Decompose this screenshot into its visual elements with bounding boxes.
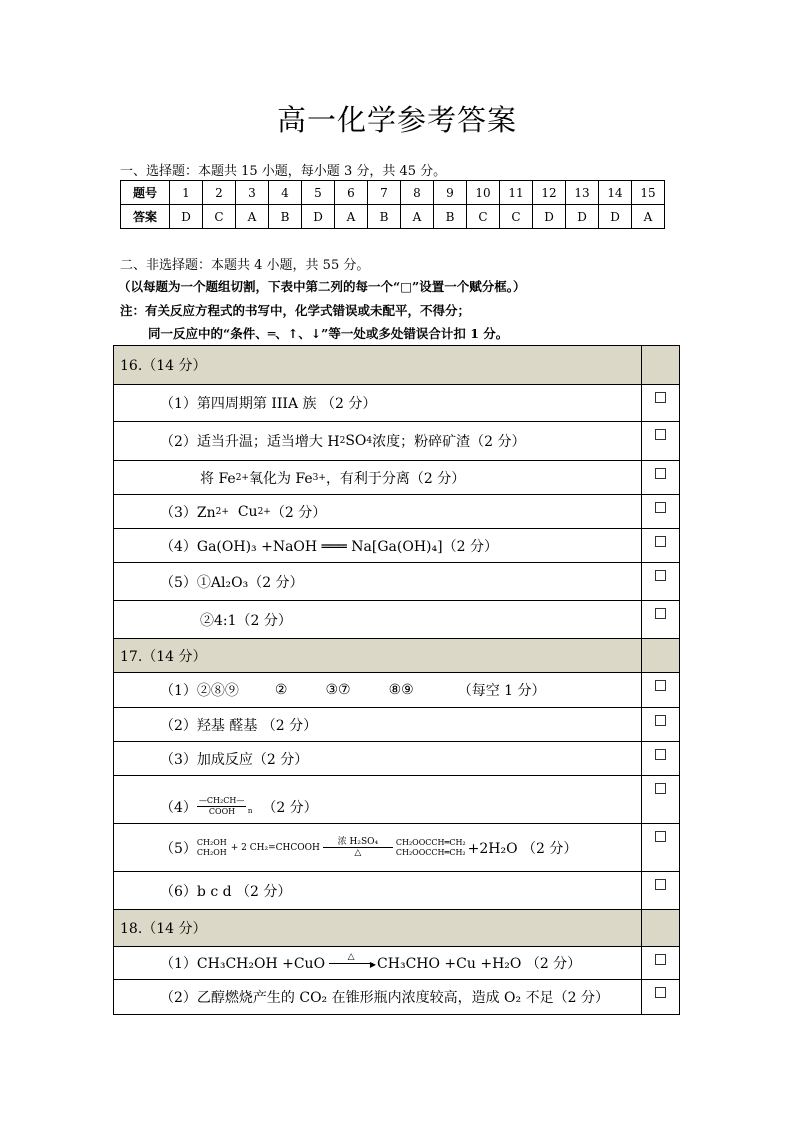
score-checkbox[interactable] <box>655 468 666 479</box>
reaction-condition: 浓 H₂SO₄ △ <box>323 837 393 858</box>
score-checkbox[interactable] <box>655 680 666 691</box>
table-cell: 4 <box>269 181 302 205</box>
answer-text: （3）Zn 2+ Cu 2+ （2 分） <box>114 495 642 528</box>
table-row <box>114 495 679 529</box>
table-row <box>114 824 679 872</box>
answer-text: （5）①Al₂O₃（2 分） <box>114 563 642 600</box>
table-cell: 14 <box>599 181 632 205</box>
score-checkbox[interactable] <box>655 536 666 547</box>
answer-text: （2）适当升温；适当增大 H 2 SO 4 浓度；粉碎矿渣（2 分） <box>114 422 642 460</box>
answer-text: （2）乙醇燃烧产生的 CO₂ 在锥形瓶内浓度较高，造成 O₂ 不足（2 分） <box>114 980 642 1014</box>
question-header-text: 18.（14 分） <box>114 910 642 946</box>
table-cell: D <box>599 205 632 229</box>
deduction-note: 同一反应中的“条件、═、↑、↓”等一处或多处错误合计扣 1 分。 <box>148 326 509 341</box>
choice-answer-table <box>120 180 665 229</box>
table-row-answers <box>121 205 665 229</box>
table-row-numbers <box>121 181 665 205</box>
reaction-arrow: △ ▶ <box>329 963 373 964</box>
table-cell: 6 <box>335 181 368 205</box>
answer-text: （4） —CH₂CH— COOH n （2 分） <box>114 776 642 823</box>
equation-note: 注：有关反应方程式的书写中，化学式错误或未配平，不得分； <box>120 303 471 318</box>
question-17-header <box>114 639 679 673</box>
page-title: 高一化学参考答案 <box>276 103 517 137</box>
table-row <box>114 601 679 639</box>
question-18-header <box>114 910 679 947</box>
table-cell: 11 <box>500 181 533 205</box>
table-cell: D <box>302 205 335 229</box>
score-checkbox[interactable] <box>655 570 666 581</box>
table-cell: B <box>368 205 401 229</box>
table-row <box>114 385 679 422</box>
table-cell: B <box>434 205 467 229</box>
table-cell: 12 <box>533 181 566 205</box>
table-cell: A <box>236 205 269 229</box>
table-cell: 8 <box>401 181 434 205</box>
table-cell: C <box>203 205 236 229</box>
table-row <box>114 776 679 824</box>
table-cell: D <box>566 205 599 229</box>
score-checkbox[interactable] <box>655 715 666 726</box>
table-cell: A <box>401 205 434 229</box>
score-checkbox[interactable] <box>655 831 666 842</box>
score-checkbox[interactable] <box>655 608 666 619</box>
table-cell: 13 <box>566 181 599 205</box>
table-cell: A <box>335 205 368 229</box>
answer-text: （6）b c d （2 分） <box>114 872 642 909</box>
table-cell: 10 <box>467 181 500 205</box>
table-row <box>114 461 679 495</box>
table-row <box>114 742 679 776</box>
table-row <box>114 563 679 601</box>
answer-text: （1）②⑧⑨ ② ③⑦ ⑧⑨ （每空 1 分） <box>114 673 642 707</box>
answer-text: 将 Fe 2+ 氧化为 Fe 3+ ，有利于分离（2 分） <box>114 461 642 494</box>
answer-text: （1）第四周期第 IIIA 族 （2 分） <box>114 385 642 421</box>
table-cell: 3 <box>236 181 269 205</box>
table-cell: C <box>467 205 500 229</box>
table-cell: B <box>269 205 302 229</box>
table-row <box>114 422 679 461</box>
table-row <box>114 673 679 708</box>
answer-text: （4）Ga(OH)₃ +NaOH ═══ Na[Ga(OH)₄]（2 分） <box>114 529 642 562</box>
table-row <box>114 529 679 563</box>
part2-heading: 二、非选择题：本题共 4 小题，共 55 分。 <box>120 258 370 273</box>
table-cell: 2 <box>203 181 236 205</box>
reactant-glycol: CH₂OH CH₂OH <box>196 837 227 857</box>
part1-heading: 一、选择题：本题共 15 小题，每小题 3 分，共 45 分。 <box>120 164 447 179</box>
answer-table <box>113 345 680 1015</box>
score-checkbox[interactable] <box>655 429 666 440</box>
answer-text: （1）CH₃CH₂OH +CuO △ ▶ CH₃CHO +Cu +H₂O （2 分） <box>114 947 642 979</box>
score-checkbox[interactable] <box>655 749 666 760</box>
table-cell: 15 <box>632 181 665 205</box>
table-row <box>114 708 679 742</box>
table-cell: 7 <box>368 181 401 205</box>
table-cell: 1 <box>170 181 203 205</box>
polymer-formula: —CH₂CH— COOH n <box>198 796 253 816</box>
answer-text: ②4:1（2 分） <box>114 601 642 638</box>
question-header-text: 16.（14 分） <box>114 346 642 384</box>
table-cell: D <box>533 205 566 229</box>
product-ester: CH₂OOCCH═CH₂ CH₂OOCCH═CH₂ <box>395 837 466 857</box>
score-checkbox[interactable] <box>655 502 666 513</box>
answer-text: （3）加成反应（2 分） <box>114 742 642 775</box>
score-checkbox[interactable] <box>655 879 666 890</box>
table-row <box>114 947 679 980</box>
score-checkbox[interactable] <box>655 783 666 794</box>
question-16-header <box>114 346 679 385</box>
table-row <box>114 980 679 1014</box>
score-checkbox[interactable] <box>655 987 666 998</box>
row-label-number: 题号 <box>121 181 170 205</box>
table-cell: A <box>632 205 665 229</box>
table-cell: 5 <box>302 181 335 205</box>
grading-note: （以每题为一个题组切割，下表中第二列的每一个“□”设置一个赋分框。） <box>118 279 526 294</box>
table-cell: C <box>500 205 533 229</box>
answer-text: （5） CH₂OH CH₂OH + 2 CH₂=CHCOOH 浓 H₂SO₄ △ CH₂OOCCH═CH₂ CH₂OOCCH═CH₂ +2H₂O （2 分） <box>114 824 642 871</box>
table-cell: 9 <box>434 181 467 205</box>
table-row <box>114 872 679 910</box>
question-header-text: 17.（14 分） <box>114 639 642 672</box>
score-checkbox[interactable] <box>655 954 666 965</box>
table-cell: D <box>170 205 203 229</box>
score-checkbox[interactable] <box>655 392 666 403</box>
answer-text: （2）羟基 醛基 （2 分） <box>114 708 642 741</box>
row-label-answer: 答案 <box>121 205 170 229</box>
